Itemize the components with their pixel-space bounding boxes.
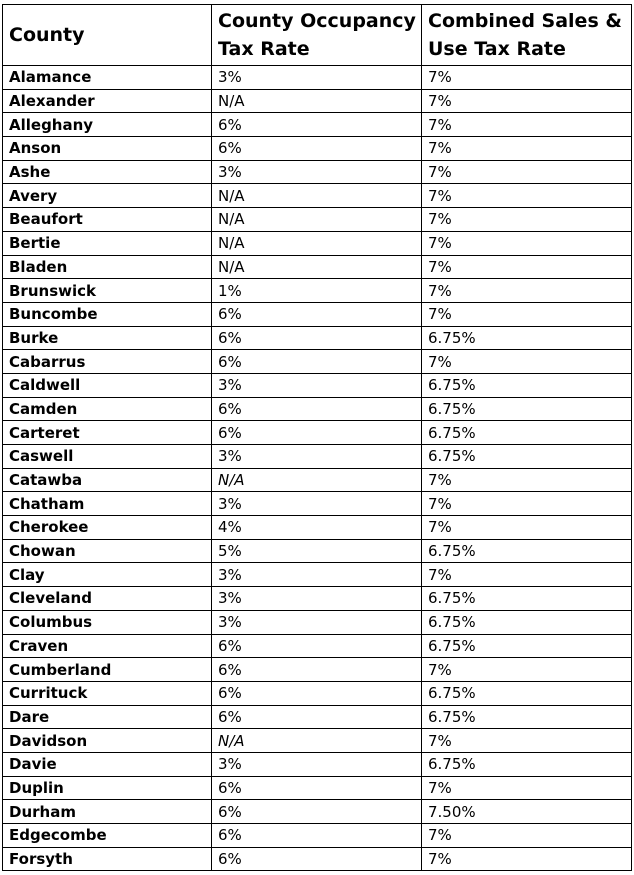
cell-county: Avery	[3, 184, 212, 208]
table-row	[3, 705, 632, 729]
table-row	[3, 184, 632, 208]
cell-occupancy: 3%	[212, 610, 422, 634]
cell-sales: 6.75%	[422, 373, 632, 397]
table-row	[3, 610, 632, 634]
cell-county: Catawba	[3, 468, 212, 492]
cell-sales: 7%	[422, 516, 632, 540]
table-row	[3, 445, 632, 469]
cell-occupancy: 6%	[212, 847, 422, 871]
cell-sales: 7%	[422, 847, 632, 871]
cell-county: Edgecombe	[3, 824, 212, 848]
cell-sales: 7%	[422, 279, 632, 303]
cell-occupancy: 6%	[212, 326, 422, 350]
cell-county: Cherokee	[3, 516, 212, 540]
cell-occupancy: 3%	[212, 445, 422, 469]
cell-occupancy: 6%	[212, 397, 422, 421]
cell-occupancy: 6%	[212, 421, 422, 445]
table-row	[3, 137, 632, 161]
cell-sales: 7%	[422, 824, 632, 848]
cell-sales: 7%	[422, 729, 632, 753]
header-county: County	[3, 5, 212, 66]
table-row	[3, 847, 632, 871]
cell-occupancy: N/A	[212, 255, 422, 279]
cell-county: Carteret	[3, 421, 212, 445]
cell-county: Ashe	[3, 160, 212, 184]
tax-rate-table	[2, 4, 632, 871]
cell-occupancy: 3%	[212, 66, 422, 90]
table-row	[3, 326, 632, 350]
cell-sales: 7%	[422, 66, 632, 90]
cell-sales: 6.75%	[422, 610, 632, 634]
table-row	[3, 255, 632, 279]
table-row	[3, 302, 632, 326]
cell-county: Buncombe	[3, 302, 212, 326]
cell-county: Cleveland	[3, 587, 212, 611]
cell-sales: 7%	[422, 255, 632, 279]
table-row	[3, 539, 632, 563]
cell-sales: 7%	[422, 89, 632, 113]
cell-occupancy: 5%	[212, 539, 422, 563]
table-row	[3, 421, 632, 445]
table-row	[3, 89, 632, 113]
cell-occupancy: N/A	[212, 231, 422, 255]
cell-county: Craven	[3, 634, 212, 658]
table-row	[3, 681, 632, 705]
cell-occupancy: 3%	[212, 492, 422, 516]
cell-sales: 6.75%	[422, 421, 632, 445]
cell-occupancy: N/A	[212, 184, 422, 208]
cell-sales: 6.75%	[422, 326, 632, 350]
cell-occupancy: 6%	[212, 681, 422, 705]
table-row	[3, 350, 632, 374]
cell-occupancy: 6%	[212, 302, 422, 326]
cell-sales: 6.75%	[422, 705, 632, 729]
cell-sales: 6.75%	[422, 397, 632, 421]
cell-county: Beaufort	[3, 208, 212, 232]
cell-county: Davie	[3, 752, 212, 776]
cell-county: Columbus	[3, 610, 212, 634]
table-row	[3, 516, 632, 540]
cell-occupancy: 6%	[212, 137, 422, 161]
table-row	[3, 279, 632, 303]
cell-occupancy: 3%	[212, 160, 422, 184]
header-sales-text: Combined Sales & Use Tax Rate	[428, 10, 622, 60]
cell-occupancy: 6%	[212, 658, 422, 682]
table-row	[3, 563, 632, 587]
cell-county: Chatham	[3, 492, 212, 516]
cell-county: Forsyth	[3, 847, 212, 871]
cell-county: Burke	[3, 326, 212, 350]
table-row	[3, 160, 632, 184]
header-occupancy-text: County Occupancy Tax Rate	[218, 10, 416, 60]
cell-occupancy: 6%	[212, 800, 422, 824]
table-row	[3, 658, 632, 682]
cell-county: Caldwell	[3, 373, 212, 397]
cell-sales: 7%	[422, 658, 632, 682]
cell-sales: 6.75%	[422, 587, 632, 611]
cell-occupancy: 6%	[212, 705, 422, 729]
table-row	[3, 373, 632, 397]
cell-occupancy: 6%	[212, 350, 422, 374]
cell-sales: 7%	[422, 302, 632, 326]
table-row	[3, 776, 632, 800]
table-row	[3, 468, 632, 492]
table-row	[3, 752, 632, 776]
header-sales	[422, 5, 632, 66]
cell-occupancy: N/A	[212, 468, 422, 492]
cell-county: Anson	[3, 137, 212, 161]
cell-county: Cabarrus	[3, 350, 212, 374]
cell-county: Camden	[3, 397, 212, 421]
cell-occupancy: 1%	[212, 279, 422, 303]
cell-county: Currituck	[3, 681, 212, 705]
table-row	[3, 492, 632, 516]
cell-sales: 6.75%	[422, 445, 632, 469]
cell-occupancy: 6%	[212, 634, 422, 658]
cell-county: Alleghany	[3, 113, 212, 137]
cell-sales: 7%	[422, 113, 632, 137]
cell-county: Duplin	[3, 776, 212, 800]
cell-occupancy: 3%	[212, 373, 422, 397]
cell-occupancy: 6%	[212, 824, 422, 848]
cell-sales: 6.75%	[422, 681, 632, 705]
table-row	[3, 587, 632, 611]
header-occupancy	[212, 5, 422, 66]
cell-sales: 7.50%	[422, 800, 632, 824]
cell-sales: 7%	[422, 468, 632, 492]
cell-county: Alexander	[3, 89, 212, 113]
table-row	[3, 729, 632, 753]
cell-sales: 6.75%	[422, 752, 632, 776]
cell-occupancy: N/A	[212, 89, 422, 113]
cell-county: Davidson	[3, 729, 212, 753]
cell-sales: 7%	[422, 492, 632, 516]
cell-sales: 7%	[422, 231, 632, 255]
cell-county: Bertie	[3, 231, 212, 255]
table-row	[3, 66, 632, 90]
cell-occupancy: 4%	[212, 516, 422, 540]
cell-county: Cumberland	[3, 658, 212, 682]
cell-sales: 7%	[422, 137, 632, 161]
cell-occupancy: 6%	[212, 776, 422, 800]
cell-occupancy: 3%	[212, 587, 422, 611]
cell-occupancy: 3%	[212, 563, 422, 587]
cell-sales: 6.75%	[422, 634, 632, 658]
cell-county: Bladen	[3, 255, 212, 279]
cell-occupancy: 6%	[212, 113, 422, 137]
cell-occupancy: N/A	[212, 729, 422, 753]
cell-sales: 6.75%	[422, 539, 632, 563]
table-row	[3, 634, 632, 658]
cell-sales: 7%	[422, 350, 632, 374]
cell-occupancy: 3%	[212, 752, 422, 776]
table-row	[3, 397, 632, 421]
table-row	[3, 800, 632, 824]
cell-sales: 7%	[422, 776, 632, 800]
cell-sales: 7%	[422, 184, 632, 208]
cell-county: Caswell	[3, 445, 212, 469]
cell-county: Chowan	[3, 539, 212, 563]
table-row	[3, 208, 632, 232]
cell-county: Clay	[3, 563, 212, 587]
cell-county: Brunswick	[3, 279, 212, 303]
cell-county: Dare	[3, 705, 212, 729]
header-row	[3, 5, 632, 66]
table-row	[3, 231, 632, 255]
cell-sales: 7%	[422, 563, 632, 587]
table-row	[3, 824, 632, 848]
table-row	[3, 113, 632, 137]
cell-occupancy: N/A	[212, 208, 422, 232]
cell-county: Durham	[3, 800, 212, 824]
cell-county: Alamance	[3, 66, 212, 90]
cell-sales: 7%	[422, 160, 632, 184]
cell-sales: 7%	[422, 208, 632, 232]
